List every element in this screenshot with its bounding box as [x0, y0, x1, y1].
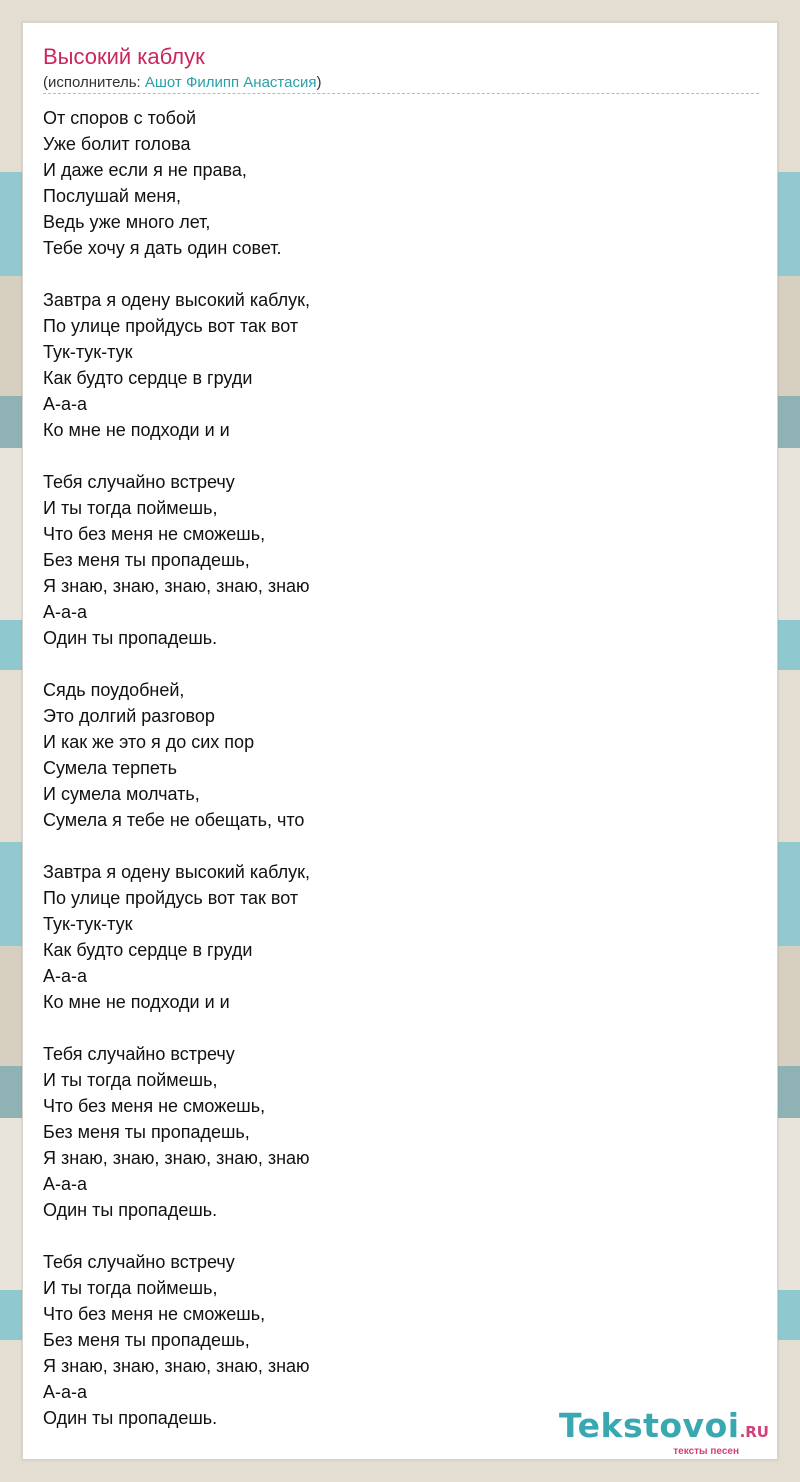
lyrics-line: Завтра я одену высокий каблук, [43, 290, 310, 310]
logo-suffix: .RU [739, 1423, 769, 1441]
lyrics-stanza [43, 859, 743, 1015]
lyrics-line: Это долгий разговор [43, 706, 215, 726]
lyrics-line: Я знаю, знаю, знаю, знаю, знаю [43, 1148, 310, 1168]
lyrics-line: Без меня ты пропадешь, [43, 1122, 250, 1142]
lyrics-line: И ты тогда поймешь, [43, 1278, 218, 1298]
lyrics-line: Тук-тук-тук [43, 914, 133, 934]
artist-link[interactable]: Ашот Филипп Анастасия [144, 74, 317, 91]
lyrics-line: Тебя случайно встречу [43, 472, 235, 492]
lyrics-stanza [43, 1041, 743, 1223]
lyrics-line: Один ты пропадешь. [43, 1408, 218, 1428]
lyrics-line: Завтра я одену высокий каблук, [43, 862, 310, 882]
lyrics-line: Я знаю, знаю, знаю, знаю, знаю [43, 1356, 310, 1376]
lyrics-line: Сядь поудобней, [43, 680, 185, 700]
lyrics-line: Тебя случайно встречу [43, 1044, 235, 1064]
lyrics-line: И ты тогда поймешь, [43, 498, 218, 518]
lyrics-line: Сумела терпеть [43, 758, 177, 778]
lyrics-line: И ты тогда поймешь, [43, 1070, 218, 1090]
lyrics-stanza [43, 287, 743, 443]
logo-wordmark [559, 1408, 769, 1450]
logo-tagline: тексты песен [673, 1446, 739, 1457]
lyrics-line: Без меня ты пропадешь, [43, 1330, 250, 1350]
lyrics-line: Ко мне не подходи и и [43, 992, 230, 1012]
lyrics-stanza [43, 677, 743, 833]
lyrics-line: Как будто сердце в груди [43, 940, 253, 960]
artist-line [43, 73, 321, 93]
lyrics-line: А-а-а [43, 966, 88, 986]
lyrics-line: А-а-а [43, 1382, 88, 1402]
lyrics-line: А-а-а [43, 602, 88, 622]
site-logo[interactable] [559, 1408, 769, 1457]
lyrics-line: Я знаю, знаю, знаю, знаю, знаю [43, 576, 310, 596]
artist-suffix: ) [316, 74, 322, 91]
lyrics-line: А-а-а [43, 394, 88, 414]
lyrics-line: Тебя случайно встречу [43, 1252, 235, 1272]
song-title: Высокий каблук [43, 44, 205, 69]
lyrics-line: Послушай меня, [43, 186, 182, 206]
lyrics-line: Сумела я тебе не обещать, что [43, 810, 305, 830]
lyrics-line: От споров с тобой [43, 108, 197, 128]
lyrics-line: И сумела молчать, [43, 784, 200, 804]
lyrics-line: И даже если я не права, [43, 160, 247, 180]
lyrics-card [22, 22, 778, 1460]
lyrics-line: Один ты пропадешь. [43, 628, 218, 648]
lyrics-line: Один ты пропадешь. [43, 1200, 218, 1220]
lyrics-line: Ведь уже много лет, [43, 212, 211, 232]
lyrics-line: Уже болит голова [43, 134, 191, 154]
lyrics-line: А-а-а [43, 1174, 88, 1194]
lyrics-line: Тебе хочу я дать один совет. [43, 238, 282, 258]
lyrics-line: И как же это я до сих пор [43, 732, 255, 752]
lyrics-stanza [43, 1249, 743, 1431]
lyrics-line: По улице пройдусь вот так вот [43, 888, 299, 908]
lyrics-stanza [43, 105, 743, 261]
lyrics-line: Тук-тук-тук [43, 342, 133, 362]
lyrics-body [43, 105, 743, 1457]
artist-prefix: (исполнитель: [43, 74, 145, 91]
title-divider [43, 93, 759, 94]
lyrics-line: По улице пройдусь вот так вот [43, 316, 299, 336]
lyrics-line: Без меня ты пропадешь, [43, 550, 250, 570]
lyrics-line: Что без меня не сможешь, [43, 1304, 266, 1324]
lyrics-line: Ко мне не подходи и и [43, 420, 230, 440]
lyrics-line: Что без меня не сможешь, [43, 524, 266, 544]
lyrics-stanza [43, 469, 743, 651]
lyrics-line: Что без меня не сможешь, [43, 1096, 266, 1116]
logo-name: Tekstovoi [559, 1406, 740, 1445]
lyrics-line: Как будто сердце в груди [43, 368, 253, 388]
